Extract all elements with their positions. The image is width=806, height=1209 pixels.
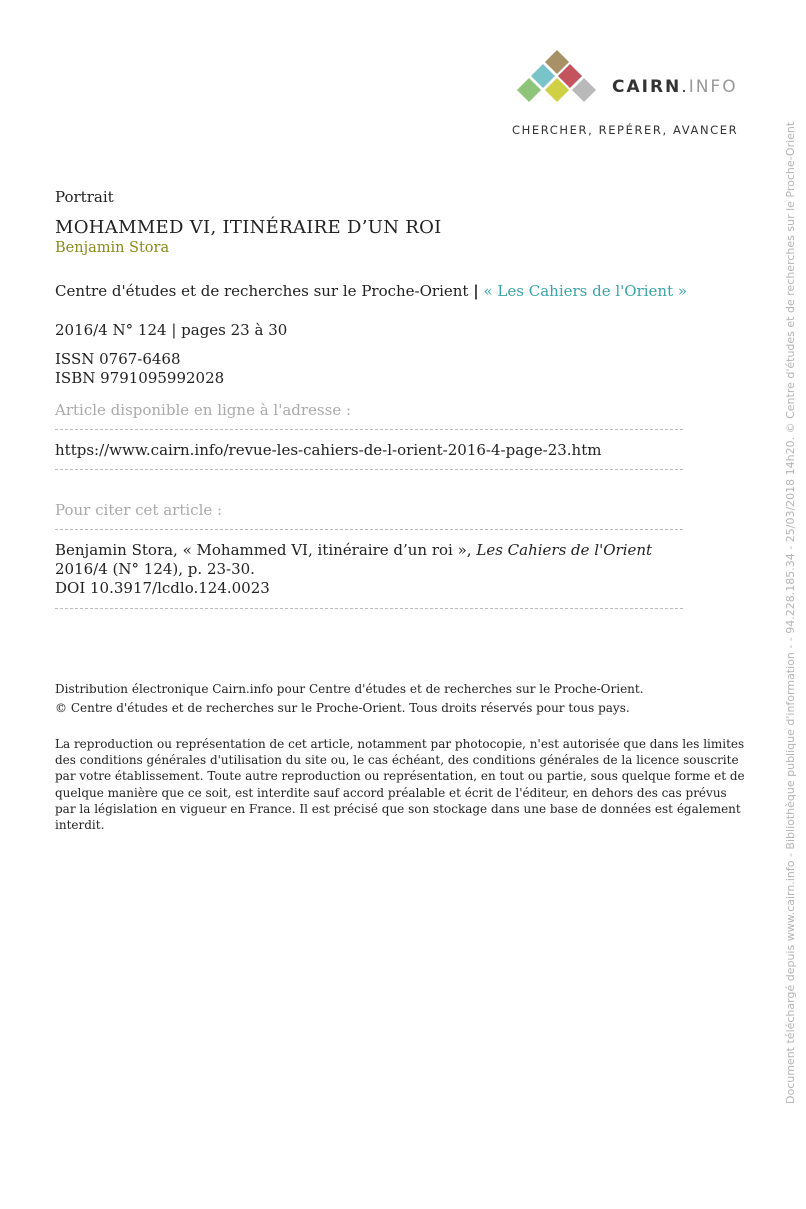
article-category: Portrait	[55, 188, 114, 206]
availability-label: Article disponible en ligne à l'adresse :	[55, 401, 352, 419]
citation-journal: Les Cahiers de l'Orient	[476, 541, 653, 559]
isbn: ISBN 9791095992028	[55, 369, 225, 387]
logo-tagline: CHERCHER, REPÉRER, AVANCER	[512, 123, 739, 137]
article-author: Benjamin Stora	[55, 240, 170, 256]
publisher-name: Centre d'études et de recherches sur le Proche-Orient	[55, 282, 469, 300]
identifiers	[55, 350, 224, 388]
journal-link[interactable]: « Les Cahiers de l'Orient »	[483, 282, 688, 300]
distribution-notice	[55, 680, 644, 718]
citation-text	[55, 541, 652, 598]
citation-authors-title: Benjamin Stora, « Mohammed VI, itinéraire d’un roi »,	[55, 541, 472, 559]
publisher-separator: |	[473, 282, 479, 300]
publisher-line	[55, 282, 687, 300]
issue-info: 2016/4 N° 124 | pages 23 à 30	[55, 321, 288, 339]
cairn-logo	[512, 48, 772, 148]
copyright-line: © Centre d'études et de recherches sur le Proche-Orient. Tous droits réservés pour tous pays.	[55, 701, 630, 715]
cairn-diamond-icon	[512, 48, 602, 108]
divider	[55, 429, 683, 430]
citation-doi: DOI 10.3917/lcdlo.124.0023	[55, 579, 270, 597]
divider	[55, 469, 683, 470]
cairn-wordmark	[612, 77, 738, 97]
brand-dot: .	[681, 77, 689, 97]
citation-line-2: 2016/4 (N° 124), p. 23-30.	[55, 560, 255, 578]
brand-suffix: INFO	[688, 77, 738, 97]
divider	[55, 529, 683, 530]
article-url[interactable]: https://www.cairn.info/revue-les-cahiers-de-l-orient-2016-4-page-23.htm	[55, 441, 602, 459]
brand-name: CAIRN	[612, 77, 682, 97]
citation-label: Pour citer cet article :	[55, 501, 223, 519]
download-watermark: Document téléchargé depuis www.cairn.info - Bibliothèque publique d'information - - 94.228.185.34 - 25/03/2018 14h20. © Centre d'études et de recherches sur le Proche-Orient	[784, 121, 797, 1104]
citation-line-1	[55, 541, 652, 560]
divider	[55, 608, 683, 609]
issn: ISSN 0767-6468	[55, 350, 181, 368]
legal-notice: La reproduction ou représentation de cet article, notamment par photocopie, n'est autorisée que dans les limites des conditions générales d'utilisation du site ou, le cas échéant, des conditions générales de la licence souscrite par votre établissement. Toute autre reproduction ou représentation, en tout ou partie, sous quelque forme et de quelque manière que ce soit, est interdite sauf accord préalable et écrit de l'éditeur, en dehors des cas prévus par la législation en vigueur en France. Il est précisé que son stockage dans une base de données est également interdit.	[55, 737, 745, 833]
distribution-line: Distribution électronique Cairn.info pour Centre d'études et de recherches sur le Proche-Orient.	[55, 682, 644, 696]
article-title: MOHAMMED VI, ITINÉRAIRE D’UN ROI	[55, 217, 442, 238]
